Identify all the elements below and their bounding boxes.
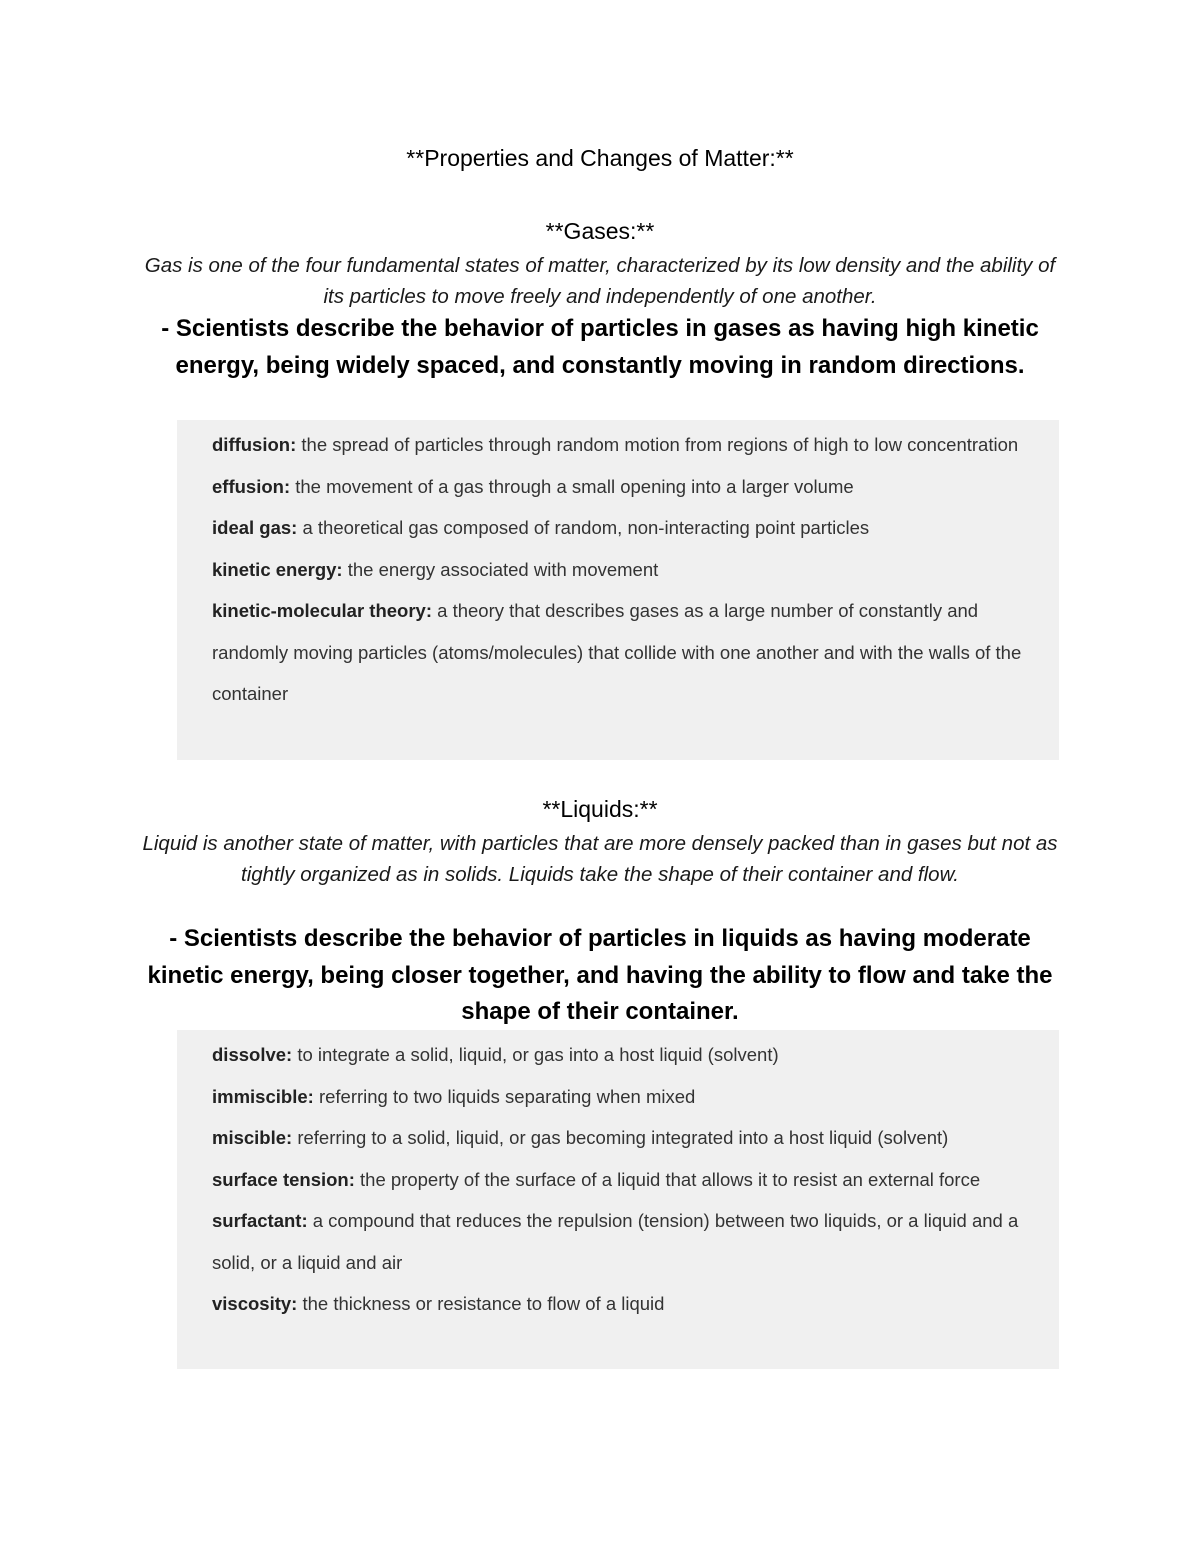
vocab-definition: a compound that reduces the repulsion (tension) between two liquids, or a liquid and a solid, or a liquid and air	[212, 1210, 1019, 1273]
vocab-definition: a theory that describes gases as a large number of constantly and randomly moving particles (atoms/molecules) that collide with one another and with the walls of the container	[212, 600, 1022, 704]
liquids-heading: **Liquids:**	[542, 796, 658, 822]
vocab-item-viscosity	[212, 1283, 1057, 1325]
gases-heading: **Gases:**	[545, 218, 655, 244]
vocab-item-dissolve	[212, 1034, 1057, 1076]
vocab-term: surface tension:	[212, 1168, 355, 1190]
vocab-definition: the property of the surface of a liquid that allows it to resist an external force	[360, 1168, 981, 1190]
vocab-term: dissolve:	[212, 1044, 293, 1065]
vocab-definition: the energy associated with movement	[347, 558, 659, 580]
vocab-definition: the spread of particles through random motion from regions of high to low concentration	[301, 434, 1019, 455]
vocab-item-kinetic-molecular-theory	[212, 590, 1057, 715]
vocab-item-immiscible	[212, 1076, 1057, 1118]
gases-behavior-statement: - Scientists describe the behavior of particles in gases as having high kinetic energy, being widely spaced, and constantly moving in random directions.	[161, 315, 1039, 379]
vocab-definition: the thickness or resistance to flow of a liquid	[302, 1293, 665, 1314]
vocab-item-surface-tension	[212, 1159, 1057, 1201]
vocab-item-diffusion	[212, 424, 1057, 466]
vocab-term: kinetic-molecular theory:	[212, 600, 433, 621]
vocab-item-miscible	[212, 1117, 1057, 1159]
vocab-term: ideal gas:	[212, 517, 298, 538]
vocab-definition: the movement of a gas through a small opening into a larger volume	[295, 475, 854, 497]
vocab-definition: referring to a solid, liquid, or gas becoming integrated into a host liquid (solvent)	[297, 1127, 949, 1148]
vocab-term: viscosity:	[212, 1293, 298, 1314]
vocab-term: kinetic energy:	[212, 558, 343, 580]
liquids-vocabulary-box	[177, 1030, 1059, 1369]
vocab-term: effusion:	[212, 475, 291, 497]
gases-intro: Gas is one of the four fundamental states of matter, characterized by its low density and the ability of its particles to move freely and independently of one another.	[144, 254, 1056, 308]
vocab-item-kinetic-energy	[212, 549, 1057, 591]
vocab-term: surfactant:	[212, 1210, 308, 1231]
gases-vocabulary-box	[177, 420, 1059, 760]
vocab-term: immiscible:	[212, 1085, 314, 1107]
vocab-term: miscible:	[212, 1127, 293, 1148]
document-title: **Properties and Changes of Matter:**	[406, 145, 794, 171]
liquids-intro: Liquid is another state of matter, with particles that are more densely packed than in gases but not as tightly organized as in solids. Liquids take the shape of their container and flow.	[142, 832, 1058, 886]
vocab-item-ideal-gas	[212, 507, 1057, 549]
vocab-definition: referring to two liquids separating when mixed	[318, 1085, 696, 1107]
vocab-definition: to integrate a solid, liquid, or gas into a host liquid (solvent)	[297, 1044, 779, 1065]
vocab-item-surfactant	[212, 1200, 1057, 1283]
vocab-term: diffusion:	[212, 434, 297, 455]
liquids-behavior-statement: - Scientists describe the behavior of particles in liquids as having moderate kinetic energy, being closer together, and having the ability to flow and take the shape of their container.	[147, 925, 1053, 1025]
vocab-item-effusion	[212, 466, 1057, 508]
vocab-definition: a theoretical gas composed of random, non-interacting point particles	[302, 517, 870, 538]
